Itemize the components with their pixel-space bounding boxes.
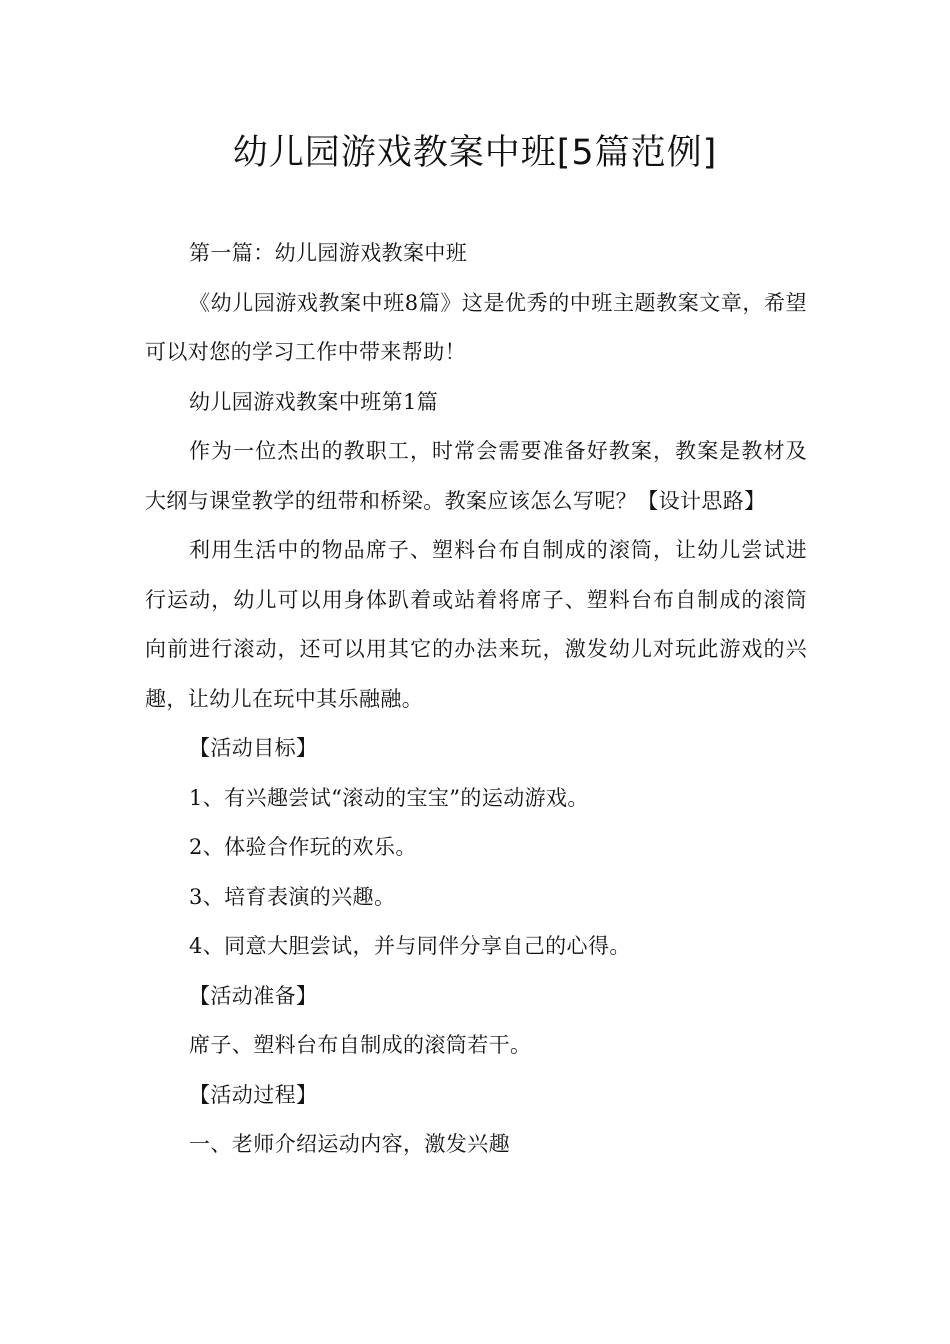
document-body	[145, 229, 807, 1170]
goal-item-2: 2、体验合作玩的欢乐。	[189, 835, 417, 859]
paragraph-design-idea: 利用生活中的物品席子、塑料台布自制成的滚筒，让幼儿尝试进行运动，幼儿可以用身体趴着或站着将席子、塑料台布自制成的滚筒向前进行滚动，还可以用其它的办法来玩，激发幼儿对玩此游戏的兴趣，让幼儿在玩中其乐融融。	[145, 538, 807, 711]
heading-activity-goals: 【活动目标】	[189, 736, 318, 760]
goal-item-1: 1、有兴趣尝试“滚动的宝宝”的运动游戏。	[189, 785, 589, 810]
heading-activity-process: 【活动过程】	[189, 1082, 318, 1107]
subsection-heading-lesson-1: 幼儿园游戏教案中班第1篇	[189, 389, 439, 414]
goal-item-3: 3、培育表演的兴趣。	[189, 884, 396, 909]
heading-activity-preparation: 【活动准备】	[189, 983, 318, 1008]
process-step-1: 一、老师介绍运动内容，激发兴趣	[189, 1132, 510, 1156]
preparation-text: 席子、塑料台布自制成的滚筒若干。	[189, 1033, 532, 1057]
document-title: 幼儿园游戏教案中班[5篇范例]	[232, 133, 718, 173]
section-heading-part-one: 第一篇：幼儿园游戏教案中班	[189, 241, 468, 265]
paragraph-lesson-intro: 作为一位杰出的教职工，时常会需要准备好教案，教案是教材及大纲与课堂教学的纽带和桥梁。教案应该怎么写呢？【设计思路】	[145, 439, 807, 513]
goal-item-4: 4、同意大胆尝试，并与同伴分享自己的心得。	[189, 934, 631, 958]
intro-paragraph: 《幼儿园游戏教案中班8篇》这是优秀的中班主题教案文章，希望可以对您的学习工作中带来帮助！	[145, 290, 807, 364]
